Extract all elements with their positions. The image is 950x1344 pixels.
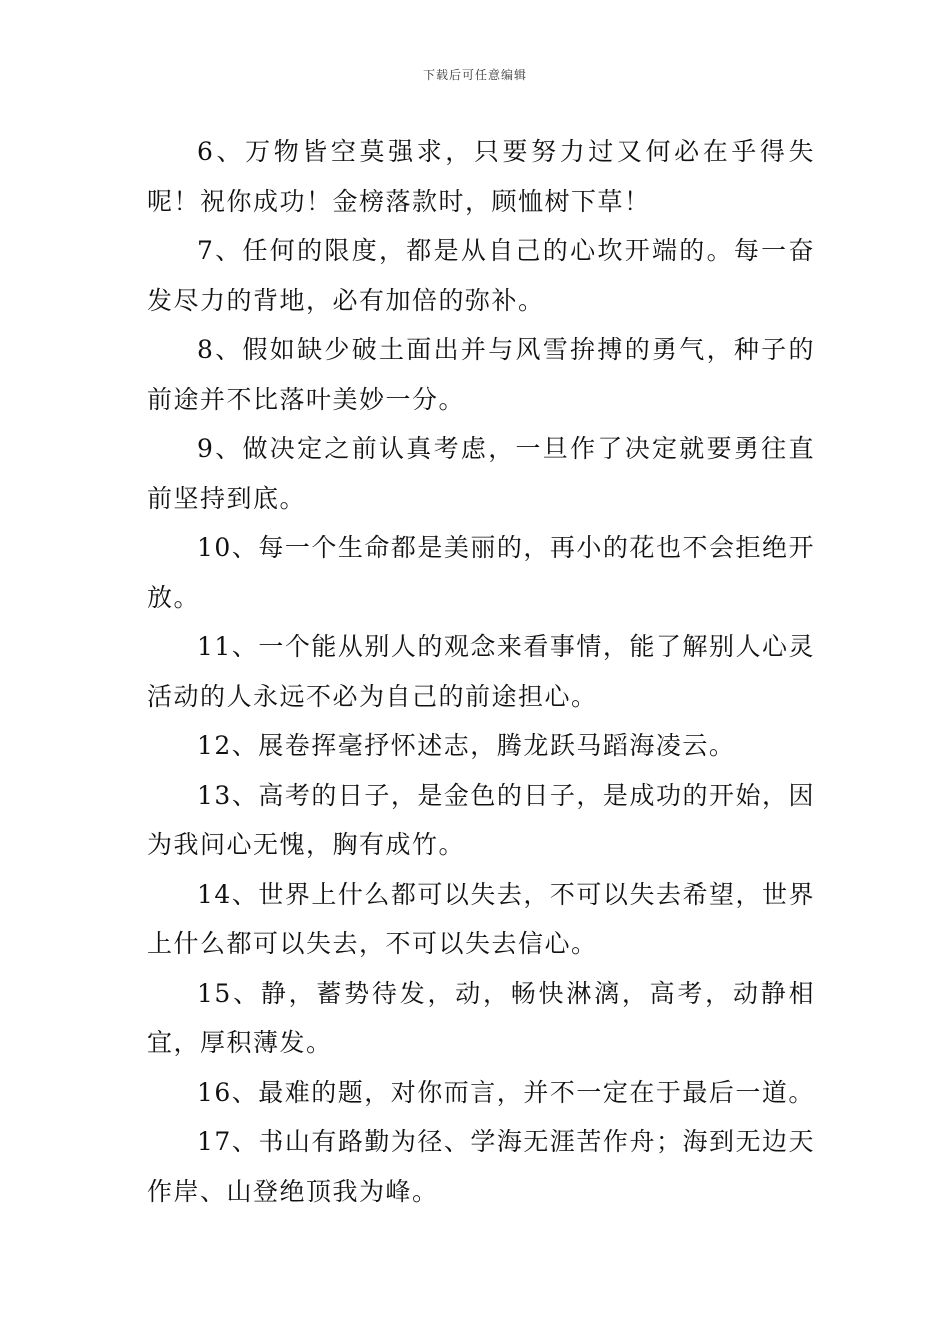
paragraph-12: 12、展卷挥毫抒怀述志，腾龙跃马蹈海凌云。 bbox=[197, 731, 736, 760]
paragraph-10: 10、每一个生命都是美丽的，再小的花也不会拒绝开放。 bbox=[147, 533, 815, 612]
paragraph-6: 6、万物皆空莫强求，只要努力过又何必在乎得失呢！祝你成功！金榜落款时，顾恤树下草！ bbox=[147, 137, 815, 216]
paragraph-11: 11、一个能从别人的观念来看事情，能了解别人心灵活动的人永远不必为自己的前途担心。 bbox=[147, 632, 815, 711]
paragraph-17: 17、书山有路勤为径、学海无涯苦作舟；海到无边天作岸、山登绝顶我为峰。 bbox=[147, 1127, 815, 1206]
paragraph-9: 9、做决定之前认真考虑，一旦作了决定就要勇往直前坚持到底。 bbox=[147, 434, 815, 513]
paragraph-15: 15、静，蓄势待发，动，畅快淋漓，高考，动静相宜，厚积薄发。 bbox=[147, 978, 815, 1057]
paragraph-14: 14、世界上什么都可以失去，不可以失去希望，世界上什么都可以失去，不可以失去信心。 bbox=[147, 879, 815, 958]
paragraph-16: 16、最难的题，对你而言，并不一定在于最后一道。 bbox=[197, 1077, 815, 1107]
paragraph-13: 13、高考的日子，是金色的日子，是成功的开始，因为我问心无愧，胸有成竹。 bbox=[147, 780, 815, 859]
paragraph-8: 8、假如缺少破土面出并与风雪拚搏的勇气，种子的前途并不比落叶美妙一分。 bbox=[147, 335, 815, 414]
document-body bbox=[147, 127, 815, 1216]
page-header: 下载后可任意编辑 bbox=[422, 68, 527, 82]
paragraph-7: 7、任何的限度，都是从自己的心坎开端的。每一奋发尽力的背地，必有加倍的弥补。 bbox=[147, 236, 815, 315]
